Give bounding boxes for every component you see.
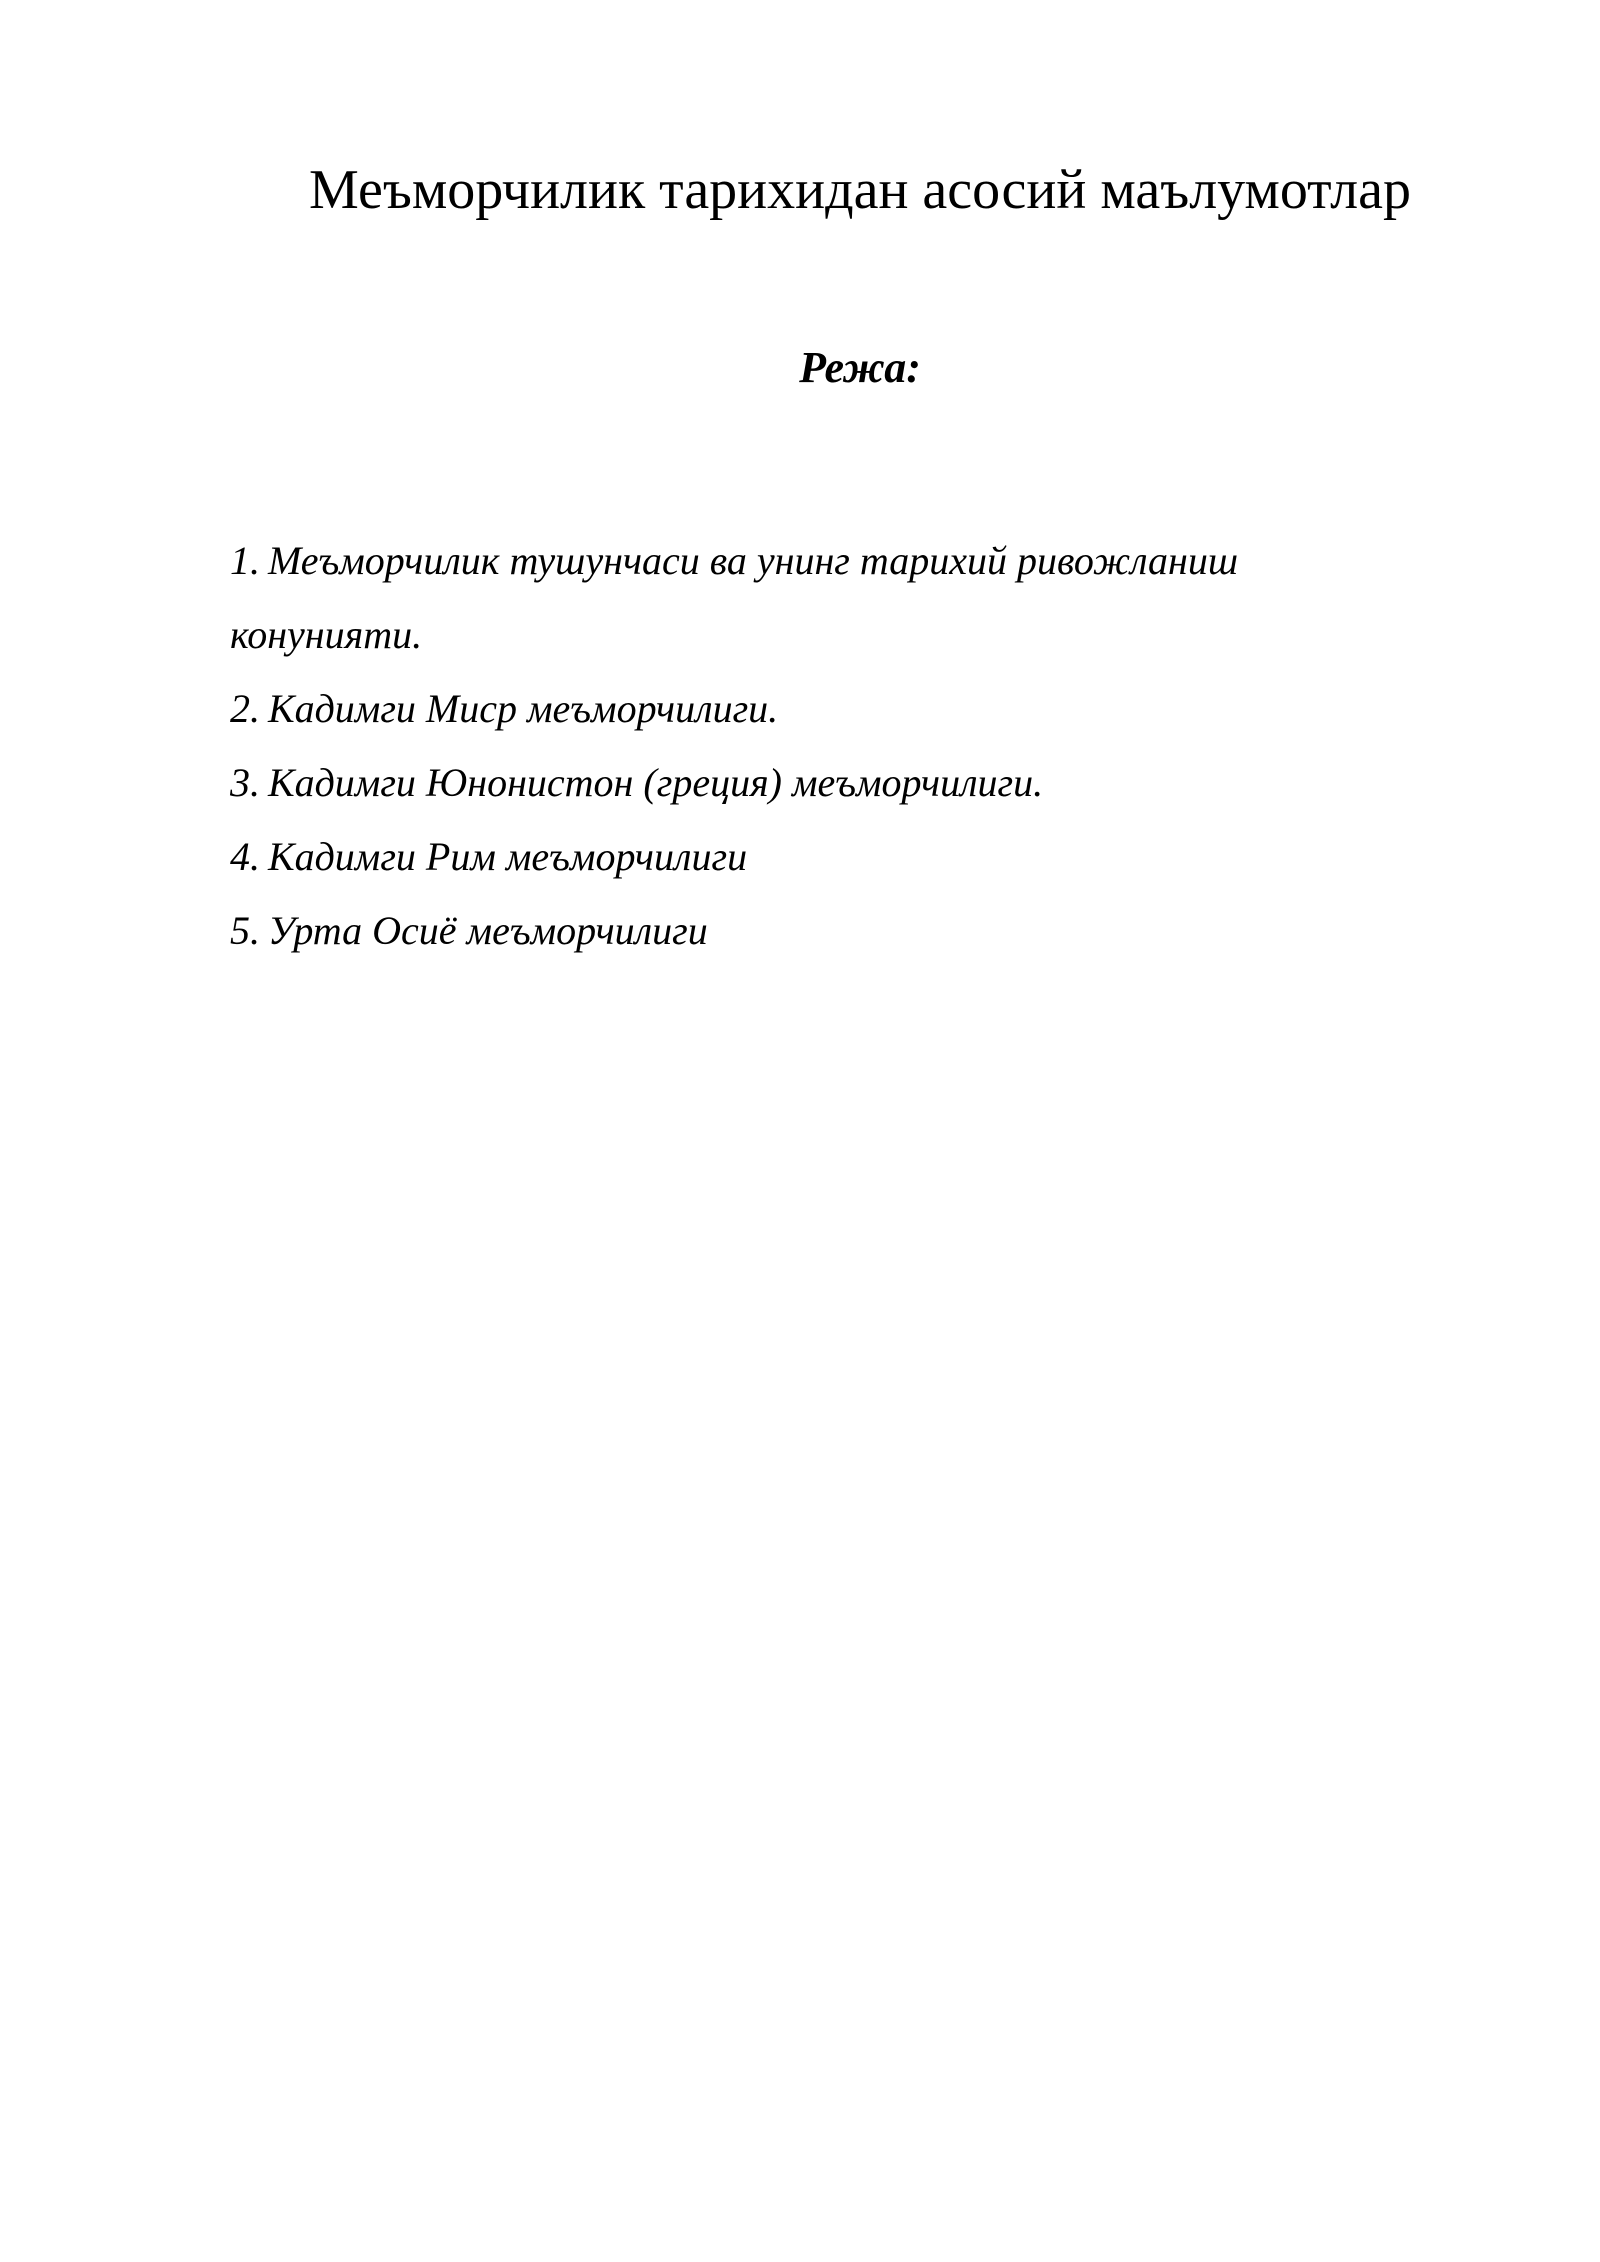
plan-item-text-continued: конунияти. [230,612,423,657]
plan-list [230,524,1430,968]
plan-item-text: Кадимги Миср меъморчилиги. [268,686,779,731]
plan-item-2 [230,672,1430,746]
plan-item-5 [230,894,1430,968]
plan-item-number: 4. [230,834,260,879]
plan-heading: Режа: [799,343,921,392]
plan-item-text: Меъморчилик тушунчаси ва унинг тарихий ривожланиш [268,538,1239,583]
document-title: Меъморчилик тарихидан асосий маълумотлар [309,159,1411,221]
plan-item-3 [230,746,1430,820]
plan-item-4 [230,820,1430,894]
plan-item-number: 3. [230,760,260,805]
plan-item-number: 1. [230,538,260,583]
plan-item-text: Кадимги Юнонистон (греция) меъморчилиги. [268,760,1044,805]
plan-item-number: 5. [230,908,260,953]
plan-item-text: Урта Осиё меъморчилиги [268,908,708,953]
plan-item-1 [230,524,1430,672]
plan-item-text: Кадимги Рим меъморчилиги [268,834,748,879]
plan-item-number: 2. [230,686,260,731]
